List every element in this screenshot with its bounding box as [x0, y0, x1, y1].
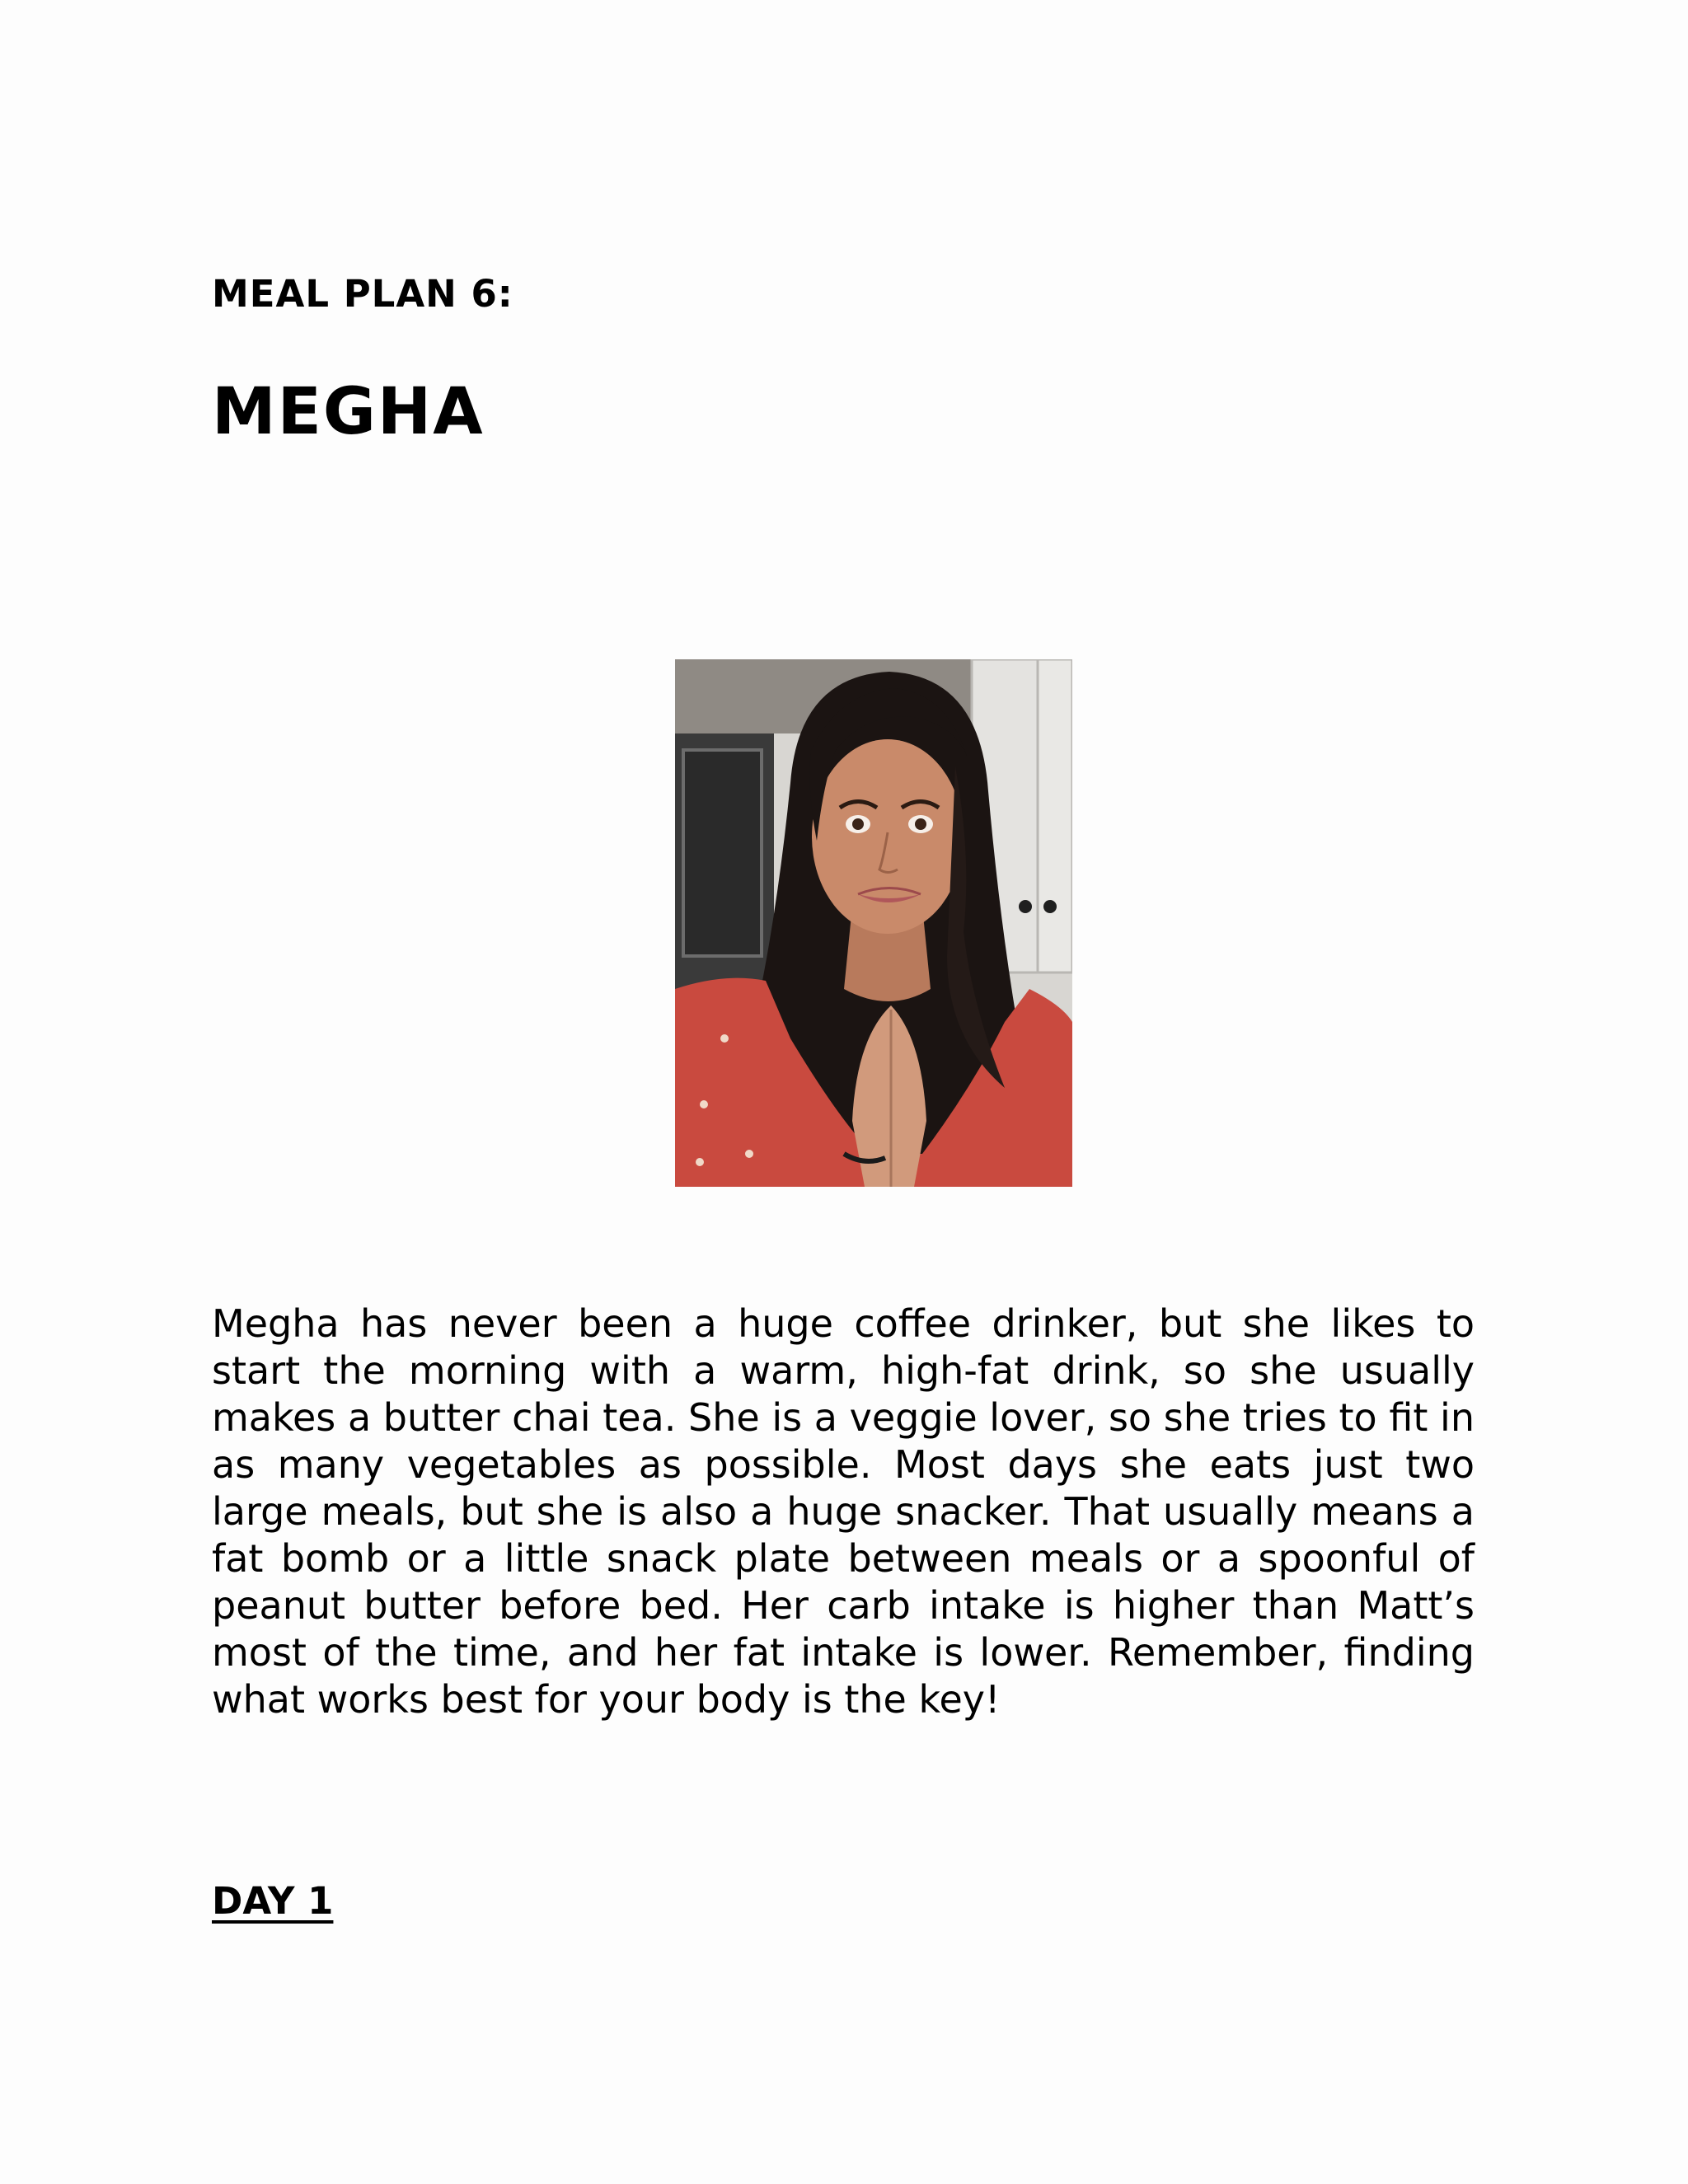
portrait-photo — [675, 659, 1072, 1187]
page-title: MEGHA — [212, 375, 485, 449]
bio-paragraph: Megha has never been a huge coffee drinker, but she likes to start the morning with a warm, high-fat drink, so she usually makes a butter chai tea. She is a veggie lover, so she tries to fit in as many vegetables as possible. Most days she eats just two large meals, but she is also a huge snacker. That usually means a fat bomb or a little snack plate between meals or a spoonful of peanut butter before bed. Her carb intake is higher than Matt’s most of the time, and her fat intake is lower. Remember, finding what works best for your body is the key! — [212, 1301, 1475, 1722]
meal-plan-kicker: MEAL PLAN 6: — [212, 272, 513, 316]
day-heading: DAY 1 — [212, 1879, 334, 1923]
